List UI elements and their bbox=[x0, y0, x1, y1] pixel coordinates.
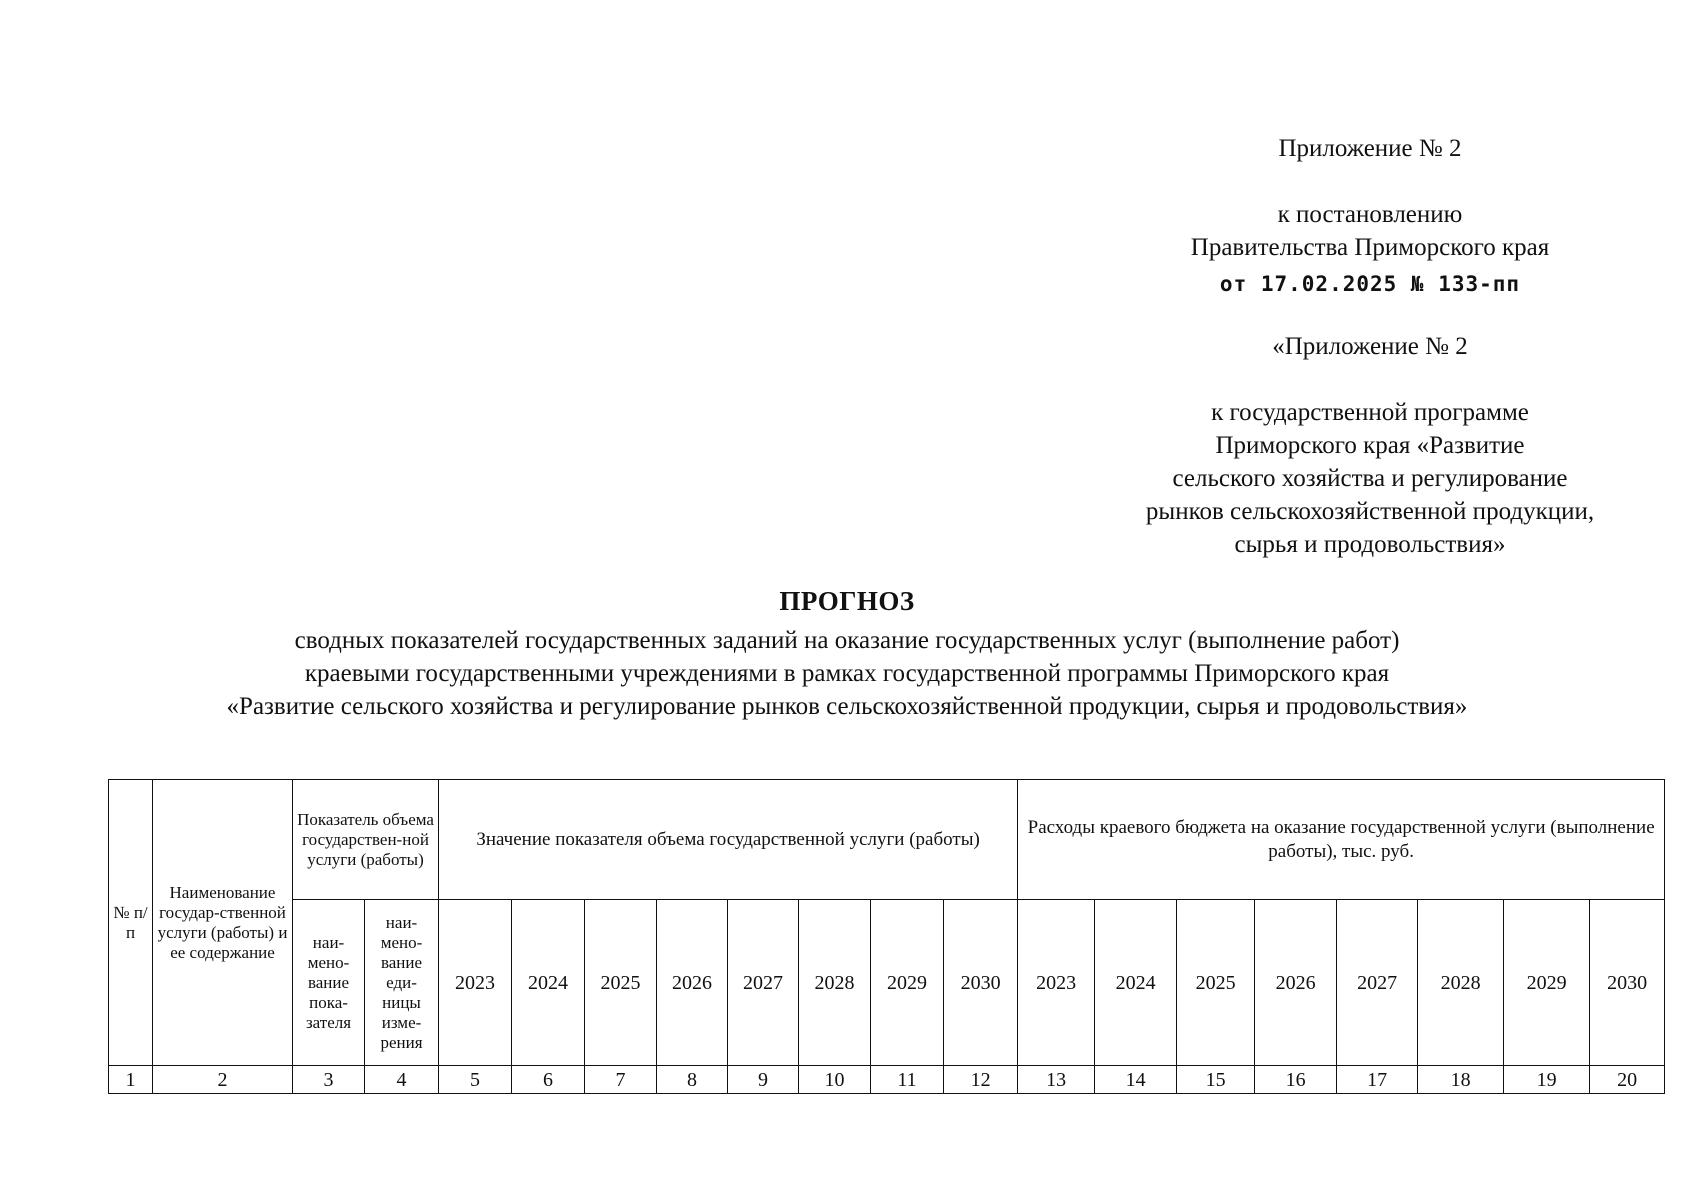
header-cell-volume-year: 2024 bbox=[512, 900, 585, 1066]
column-number-cell: 19 bbox=[1504, 1066, 1590, 1094]
header-cell-volume-year: 2025 bbox=[585, 900, 657, 1066]
subtitle-line: «Развитие сельского хозяйства и регулирование рынков сельскохозяйственной продукции, сырья и продовольствия» bbox=[226, 693, 1468, 720]
program-line: сырья и продовольствия» bbox=[1234, 531, 1506, 558]
column-number-cell: 4 bbox=[365, 1066, 439, 1094]
column-number-cell: 7 bbox=[585, 1066, 657, 1094]
subtitle-line: краевыми государственными учреждениями в рамках государственной программы Приморского края bbox=[304, 660, 1390, 687]
header-cell-volume-year: 2029 bbox=[871, 900, 944, 1066]
inner-appendix-title: «Приложение № 2 bbox=[1272, 333, 1468, 360]
header-cell-expense-year: 2024 bbox=[1095, 900, 1177, 1066]
header-cell-volume-year: 2028 bbox=[799, 900, 871, 1066]
table-header-row bbox=[109, 780, 1665, 900]
header-cell-expense-year: 2025 bbox=[1177, 900, 1255, 1066]
header-cell-expense-year: 2023 bbox=[1018, 900, 1095, 1066]
header-cell-volume-year: 2027 bbox=[728, 900, 799, 1066]
column-number-cell: 2 bbox=[153, 1066, 293, 1094]
header-cell-volume-year: 2030 bbox=[944, 900, 1018, 1066]
forecast-table bbox=[108, 779, 1665, 1094]
program-line: к государственной программе bbox=[1211, 399, 1529, 426]
column-number-cell: 10 bbox=[799, 1066, 871, 1094]
header-cell-service-name: Наименование государ-ственной услуги (работы) и ее содержание bbox=[153, 780, 293, 1066]
header-group-indicator: Показатель объема государствен-ной услуги (работы) bbox=[293, 780, 439, 900]
header-cell-expense-year: 2027 bbox=[1337, 900, 1418, 1066]
column-number-cell: 5 bbox=[439, 1066, 512, 1094]
decree-date-stamp: от 17.02.2025 № 133-пп bbox=[1219, 272, 1521, 296]
column-number-cell: 3 bbox=[293, 1066, 365, 1094]
header-cell-unit-name: наи-мено-вание еди-ницы изме-рения bbox=[365, 900, 439, 1066]
header-cell-expense-year: 2028 bbox=[1418, 900, 1504, 1066]
column-number-cell: 1 bbox=[109, 1066, 153, 1094]
column-number-cell: 11 bbox=[871, 1066, 944, 1094]
column-number-cell: 8 bbox=[657, 1066, 728, 1094]
header-cell-number: № п/п bbox=[109, 780, 153, 1066]
header-group-volume: Значение показателя объема государственной услуги (работы) bbox=[439, 780, 1018, 900]
column-number-cell: 13 bbox=[1018, 1066, 1095, 1094]
header-cell-volume-year: 2023 bbox=[439, 900, 512, 1066]
column-number-cell: 20 bbox=[1590, 1066, 1665, 1094]
decree-reference-line2: Правительства Приморского края bbox=[1190, 234, 1550, 261]
header-group-expenses: Расходы краевого бюджета на оказание государственной услуги (выполнение работы), тыс. руб. bbox=[1018, 780, 1665, 900]
subtitle-line: сводных показателей государственных заданий на оказание государственных услуг (выполнение работ) bbox=[294, 627, 1400, 654]
table-header-row bbox=[109, 900, 1665, 1066]
column-number-cell: 18 bbox=[1418, 1066, 1504, 1094]
document-title: ПРОГНОЗ bbox=[779, 586, 915, 616]
column-number-cell: 15 bbox=[1177, 1066, 1255, 1094]
decree-reference-line1: к постановлению bbox=[1277, 201, 1463, 228]
column-number-cell: 14 bbox=[1095, 1066, 1177, 1094]
document-subtitle bbox=[0, 624, 1694, 723]
column-number-cell: 9 bbox=[728, 1066, 799, 1094]
header-cell-volume-year: 2026 bbox=[657, 900, 728, 1066]
table-column-number-row bbox=[109, 1066, 1665, 1094]
program-reference bbox=[1110, 396, 1630, 561]
header-cell-expense-year: 2029 bbox=[1504, 900, 1590, 1066]
column-number-cell: 16 bbox=[1255, 1066, 1337, 1094]
column-number-cell: 6 bbox=[512, 1066, 585, 1094]
program-line: рынков сельскохозяйственной продукции, bbox=[1145, 498, 1595, 525]
appendix-title: Приложение № 2 bbox=[1278, 135, 1462, 162]
column-number-cell: 12 bbox=[944, 1066, 1018, 1094]
header-cell-expense-year: 2026 bbox=[1255, 900, 1337, 1066]
program-line: Приморского края «Развитие bbox=[1215, 432, 1525, 459]
header-cell-expense-year: 2030 bbox=[1590, 900, 1665, 1066]
program-line: сельского хозяйства и регулирование bbox=[1172, 465, 1568, 492]
header-cell-indicator-name: наи-мено-вание пока-зателя bbox=[293, 900, 365, 1066]
column-number-cell: 17 bbox=[1337, 1066, 1418, 1094]
